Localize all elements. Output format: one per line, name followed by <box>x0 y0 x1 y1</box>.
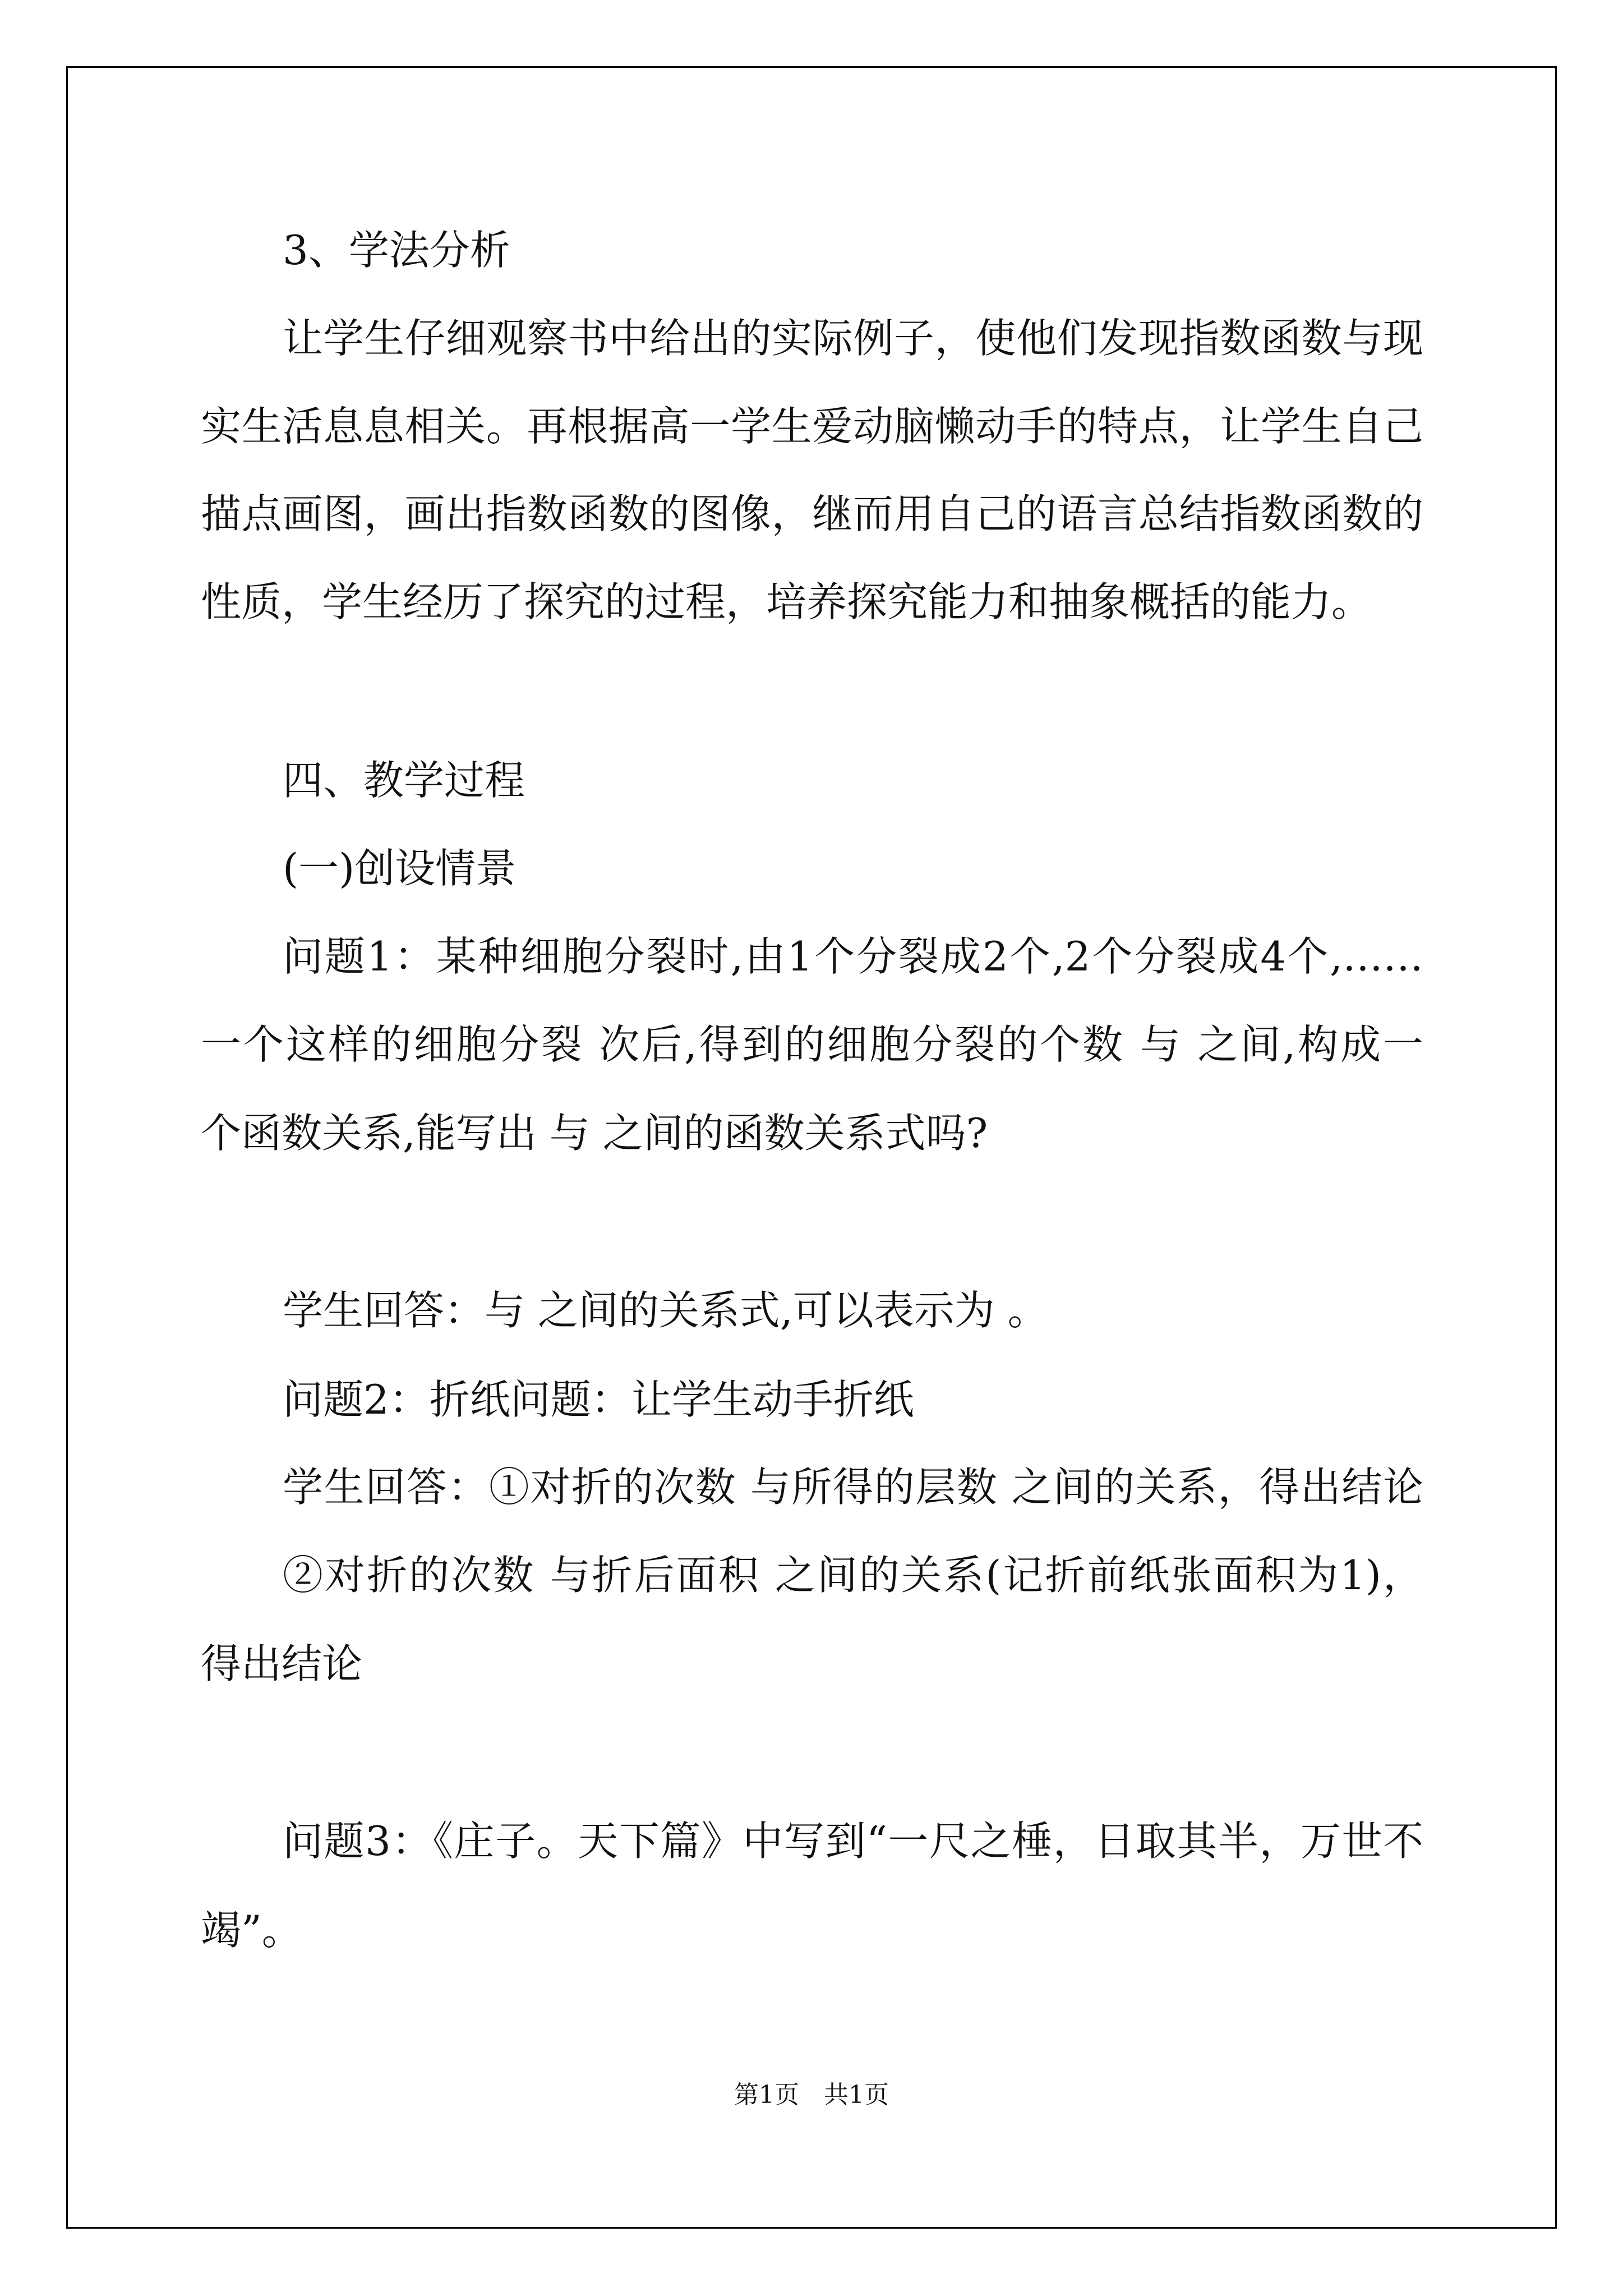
paragraph-line: 个函数关系,能写出 与 之间的函数关系式吗? <box>201 1110 988 1157</box>
page-number: 第1页 共1页 <box>734 2081 889 2109</box>
paragraph-line: 描点画图，画出指数函数的图像，继而用自己的语言总结指数函数的 <box>201 490 1423 537</box>
subsection-heading: (一)创设情景 <box>283 845 517 892</box>
paragraph-line: 实生活息息相关。再根据高一学生爱动脑懒动手的特点，让学生自己 <box>201 403 1423 450</box>
paragraph-line: 一个这样的细胞分裂 次后,得到的细胞分裂的个数 与 之间,构成一 <box>201 1021 1423 1068</box>
section-heading: 3、学法分析 <box>283 227 510 274</box>
paragraph-line: 问题1：某种细胞分裂时,由1个分裂成2个,2个分裂成4个,…… <box>283 933 1423 980</box>
paragraph-line: 学生回答：①对折的次数 与所得的层数 之间的关系，得出结论 <box>283 1464 1423 1511</box>
paragraph-line: 问题2：折纸问题：让学生动手折纸 <box>283 1376 914 1423</box>
section-heading: 四、教学过程 <box>283 757 525 804</box>
paragraph-line: 让学生仔细观察书中给出的实际例子，使他们发现指数函数与现 <box>283 315 1423 362</box>
paragraph-line: 问题3：《庄子。天下篇》中写到“一尺之棰，日取其半，万世不 <box>283 1818 1423 1865</box>
paragraph-line: 学生回答：与 之间的关系式,可以表示为 。 <box>283 1287 1048 1334</box>
paragraph-line: 得出结论 <box>201 1640 363 1687</box>
paragraph-line: 竭”。 <box>201 1907 302 1954</box>
paragraph-line: ②对折的次数 与折后面积 之间的关系(记折前纸张面积为1)， <box>283 1552 1423 1599</box>
paragraph-line: 性质，学生经历了探究的过程，培养探究能力和抽象概括的能力。 <box>201 578 1372 625</box>
